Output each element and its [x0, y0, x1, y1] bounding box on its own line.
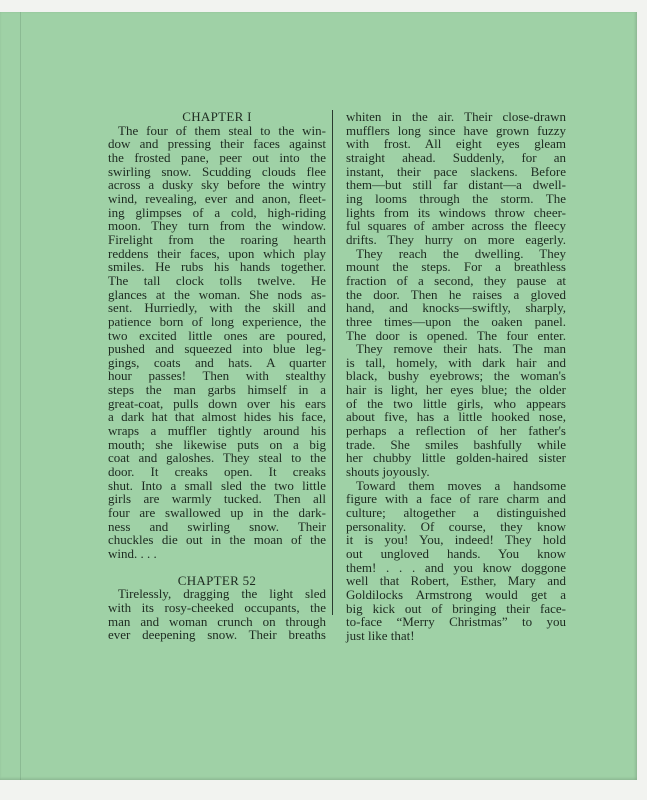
text-line: big kick out of bringing their face- — [346, 600, 566, 616]
text-line: The door is opened. The four enter. — [346, 327, 566, 343]
text-line: man and woman crunch on through — [108, 613, 326, 629]
text-line: sent. Hurriedly, with the skill and — [108, 300, 326, 316]
text-line: mouth; she likewise puts on a big — [108, 436, 326, 452]
text-line: ever deepening snow. Their breaths — [108, 627, 326, 643]
chapter-52-text — [108, 587, 326, 642]
text-line: the door. Then he raises a gloved — [346, 286, 566, 302]
text-line: ness and swirling snow. Their — [108, 518, 326, 534]
left-column — [108, 110, 326, 642]
text-line: trade. She smiles bashfully while — [346, 436, 566, 452]
text-line: Goldilocks Armstrong would get a — [346, 586, 566, 602]
text-line: to-face “Merry Christmas” to you — [346, 614, 566, 630]
text-line: steps the man garbs himself in a — [108, 382, 326, 398]
text-line: figure with a face of rare charm and — [346, 491, 566, 507]
right-column — [346, 110, 566, 643]
text-line: hair is light, her eyes blue; the older — [346, 382, 566, 398]
text-line: smiles. He rubs his hands together. — [108, 259, 326, 275]
text-line: gings, coats and hats. A quarter — [108, 354, 326, 370]
page-fold — [20, 12, 21, 780]
green-page — [0, 12, 637, 780]
chapter-1-heading: CHAPTER I — [182, 109, 252, 124]
text-line: They remove their hats. The man — [356, 341, 566, 357]
text-line: The tall clock tolls twelve. He — [108, 272, 326, 288]
text-line: mount the steps. For a breathless — [346, 259, 566, 275]
text-line: is tall, homely, with dark hair and — [346, 354, 566, 370]
text-line: out ungloved hands. You know — [346, 546, 566, 561]
text-line: three times—upon the oaken panel. — [346, 313, 566, 329]
text-line: girls are warmly tucked. Then all — [108, 491, 326, 507]
text-line: personality. Of course, they know — [346, 518, 566, 534]
text-line: patience born of long experience, the — [108, 313, 326, 329]
text-line: them—but still far distant—a dwell- — [346, 177, 566, 193]
text-line: it is you! You, indeed! They hold — [346, 532, 566, 548]
text-line: They reach the dwelling. They — [356, 245, 566, 261]
text-line: great-coat, pulls down over his ears — [108, 395, 326, 411]
text-line: wind, revealing, ever and anon, fleet- — [108, 190, 326, 206]
text-line: with its rosy-cheeked occupants, the — [108, 599, 326, 615]
text-line: wraps a muffler tightly around his — [108, 423, 326, 439]
text-line: a dark hat that almost hides his face, — [108, 409, 326, 425]
text-line: Tirelessly, dragging the light sled — [118, 586, 326, 602]
text-line: door. It creaks open. It creaks — [108, 464, 326, 480]
text-line: swirling snow. Scudding clouds flee — [108, 163, 326, 179]
text-line: the frosted pane, peer out into the — [108, 149, 326, 165]
text-line: perhaps a reflection of her father's — [346, 423, 566, 439]
chapter-52-continued-text — [346, 110, 566, 643]
chapter-1-text — [108, 124, 326, 561]
text-line: her chubby little golden-haired sister — [346, 450, 566, 466]
text-line: of the two little girls, who appears — [346, 395, 566, 411]
text-line: drifts. They hurry on more eagerly. — [346, 231, 566, 247]
text-line: ful squares of amber across the fleecy — [346, 218, 566, 234]
text-line: mufflers long since have grown fuzzy — [346, 122, 566, 138]
text-line: chuckles die out in the moan of the — [108, 532, 326, 548]
text-line: dow and pressing their faces against — [108, 136, 326, 152]
text-line: Toward them moves a handsome — [356, 477, 566, 493]
text-line: ing glimpses of a cold, high-riding — [108, 204, 326, 220]
text-line: The four of them steal to the win- — [118, 122, 326, 138]
text-line: ing looms through the storm. The — [346, 190, 566, 206]
text-line: reddens their faces, upon which play — [108, 245, 326, 261]
text-line: Firelight from the roaring hearth — [108, 231, 326, 247]
text-line: straight ahead. Suddenly, for an — [346, 149, 566, 165]
text-line: culture; altogether a distinguished — [346, 505, 566, 521]
text-line: black, bushy eyebrows; the woman's — [346, 368, 566, 384]
text-line: coat and galoshes. They steal to the — [108, 450, 326, 466]
chapter-52-heading: CHAPTER 52 — [177, 572, 257, 588]
text-line: four are swallowed up in the dark- — [108, 505, 326, 521]
text-line: instant, their pace slackens. Before — [346, 163, 566, 179]
text-line: two excited little ones are poured, — [108, 327, 326, 343]
text-line: hand, and knocks—swiftly, sharply, — [346, 300, 566, 316]
text-line: lights from its windows throw cheer- — [346, 204, 566, 220]
text-line: pushed and squeezed into blue leg- — [108, 341, 326, 357]
text-line: across a dusky sky before the wintry — [108, 177, 326, 193]
text-line: with frost. All eight eyes gleam — [346, 136, 566, 152]
text-line: whiten in the air. Their close-drawn — [346, 109, 566, 124]
text-line: fraction of a second, they pause at — [346, 272, 566, 288]
text-line: well that Robert, Esther, Mary and — [346, 573, 566, 589]
text-line: shouts joyously. — [346, 464, 430, 480]
text-line: moon. They turn from the window. — [108, 218, 326, 234]
text-line: glances at the woman. She nods as- — [108, 286, 326, 302]
text-line: wind. . . . — [108, 546, 157, 561]
text-line: just like that! — [346, 627, 415, 643]
text-line: them! . . . and you know doggone — [346, 559, 566, 575]
text-line: about five, has a little hooked nose, — [346, 409, 566, 425]
text-line: shut. Into a small sled the two little — [108, 477, 326, 493]
column-divider — [332, 110, 333, 615]
text-line: hour passes! Then with stealthy — [108, 368, 326, 384]
